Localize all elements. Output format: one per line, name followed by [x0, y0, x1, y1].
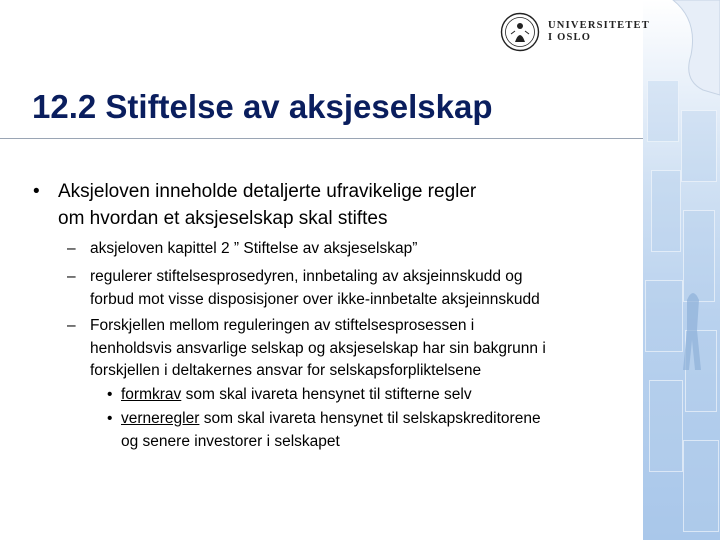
- decorative-image-strip: [643, 0, 720, 540]
- dash-marker: –: [67, 317, 76, 334]
- dash-marker: –: [67, 268, 76, 285]
- sub-bullet-line: henholdsvis ansvarlige selskap og aksjeselskap har sin bakgrunn i: [90, 340, 546, 357]
- bullet-marker: •: [33, 181, 40, 202]
- sub-bullet-line: forbud mot visse disposisjoner over ikke-innbetalte aksjeinnskudd: [90, 291, 540, 308]
- bullet-marker: •: [107, 410, 113, 427]
- sub-sub-bullet-line: [121, 383, 472, 406]
- sub-sub-bullet-line: [121, 407, 541, 430]
- term-description: som skal ivareta hensynet til stifterne selv: [181, 386, 472, 403]
- university-name-line1: UNIVERSITETET: [548, 20, 650, 31]
- sub-bullet-line: aksjeloven kapittel 2 ” Stiftelse av aksjeselskap”: [90, 240, 418, 257]
- slide-title: 12.2 Stiftelse av aksjeselskap: [32, 88, 493, 125]
- strip-figure: [643, 0, 720, 540]
- term-verneregler: verneregler: [121, 410, 200, 427]
- sub-bullet-line: regulerer stiftelsesprosedyren, innbetaling av aksjeinnskudd og: [90, 268, 523, 285]
- university-name-line2: I OSLO: [548, 32, 592, 43]
- bullet-marker: •: [107, 386, 113, 403]
- sub-bullet-line: forskjellen i deltakernes ansvar for selskapsforpliktelsene: [90, 362, 482, 379]
- dash-marker: –: [67, 240, 76, 257]
- bullet-line: Aksjeloven inneholde detaljerte ufravikelige regler: [58, 181, 477, 202]
- university-seal-icon: [500, 12, 540, 52]
- term-description: som skal ivareta hensynet til selskapskreditorene: [199, 410, 541, 427]
- university-logo: [500, 12, 650, 52]
- university-name: [548, 20, 650, 44]
- title-divider: [0, 138, 643, 139]
- sub-bullet-line: Forskjellen mellom reguleringen av stiftelsesprosessen i: [90, 317, 475, 334]
- sub-sub-bullet-line: og senere investorer i selskapet: [121, 433, 340, 450]
- bullet-line: om hvordan et aksjeselskap skal stiftes: [58, 208, 388, 229]
- term-formkrav: formkrav: [121, 386, 182, 403]
